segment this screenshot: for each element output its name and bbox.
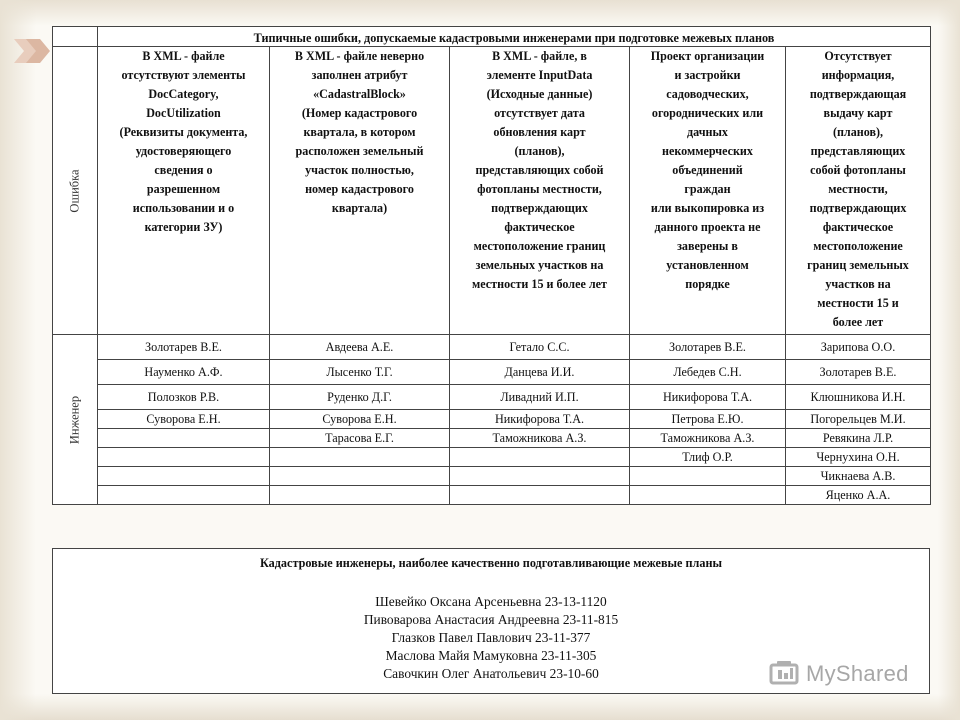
- engineer-cell: Суворова Е.Н.: [270, 410, 450, 429]
- engineer-cell: Лысенко Т.Г.: [270, 360, 450, 385]
- side-label-errors-cell: [53, 47, 98, 335]
- table-row: [53, 467, 931, 486]
- engineer-cell: Науменко А.Ф.: [98, 360, 270, 385]
- list-item: Шевейко Оксана Арсеньевна 23-13-1120: [375, 594, 607, 609]
- engineer-cell: [270, 448, 450, 467]
- list-item: Савочкин Олег Анатольевич 23-10-60: [383, 666, 599, 681]
- engineer-cell: [450, 467, 630, 486]
- engineer-cell: Никифорова Т.А.: [630, 385, 786, 410]
- engineer-cell: [270, 467, 450, 486]
- list-item: Маслова Майя Мамуковна 23-11-305: [385, 648, 597, 663]
- engineer-cell: Авдеева А.Е.: [270, 335, 450, 360]
- table-row: [53, 486, 931, 505]
- engineer-cell: Чикнаева А.В.: [786, 467, 931, 486]
- table-row: [53, 335, 931, 360]
- best-engineers-title: Кадастровые инженеры, наиболее качественно подготавливающие межевые планы: [260, 556, 722, 570]
- engineer-cell: Зарипова О.О.: [786, 335, 931, 360]
- error-text: Проект организации и застройки садоводческих, огороднических или дачных некоммерческих объединений граждан или выкопировка из данного проекта не заверены в установленном порядке: [650, 49, 765, 291]
- engineer-cell: [98, 448, 270, 467]
- side-label-engineers-cell: [53, 335, 98, 505]
- table-row: [53, 385, 931, 410]
- error-cell: [98, 47, 270, 335]
- engineer-cell: Гетало С.С.: [450, 335, 630, 360]
- list-item: Пивоварова Анастасия Андреевна 23-11-815: [363, 612, 619, 627]
- engineer-cell: [450, 448, 630, 467]
- engineer-cell: Суворова Е.Н.: [98, 410, 270, 429]
- table-row: [53, 410, 931, 429]
- errors-row: [53, 47, 931, 335]
- engineer-cell: Лебедев С.Н.: [630, 360, 786, 385]
- engineer-cell: Руденко Д.Г.: [270, 385, 450, 410]
- error-cell: [270, 47, 450, 335]
- engineer-cell: [630, 486, 786, 505]
- error-text: В XML - файле неверно заполнен атрибут «CadastralBlock» (Номер кадастрового квартала, в котором расположен земельный участок полностью, номер кадастрового квартала): [294, 49, 425, 215]
- error-cell: [786, 47, 931, 335]
- error-cell: [630, 47, 786, 335]
- engineer-cell: [98, 486, 270, 505]
- error-text: В XML - файле отсутствуют элементы DocCategory, DocUtilization (Реквизиты документа, удостоверяющего сведения о разрешенном использовании и о категории ЗУ): [119, 49, 248, 234]
- engineer-cell: Никифорова Т.А.: [450, 410, 630, 429]
- watermark-text: MyShared: [806, 661, 909, 686]
- list-item: Глазков Павел Павлович 23-11-377: [391, 630, 591, 645]
- table-row: [53, 360, 931, 385]
- side-label-engineers: Инженер: [67, 395, 82, 444]
- presentation-icon: [768, 657, 802, 691]
- engineer-cell: Петрова Е.Ю.: [630, 410, 786, 429]
- corner-cell: [53, 27, 98, 47]
- engineer-cell: [630, 467, 786, 486]
- engineer-cell: Ревякина Л.Р.: [786, 429, 931, 448]
- engineer-cell: Таможникова А.З.: [450, 429, 630, 448]
- table-row: [53, 448, 931, 467]
- engineer-cell: Яценко А.А.: [786, 486, 931, 505]
- engineer-cell: Данцева И.И.: [450, 360, 630, 385]
- engineer-cell: Ливадний И.П.: [450, 385, 630, 410]
- watermark: [768, 655, 928, 695]
- slide-top-shade: [0, 0, 960, 26]
- engineer-cell: Тлиф О.Р.: [630, 448, 786, 467]
- engineer-cell: [270, 486, 450, 505]
- engineer-cell: Золотарев В.Е.: [786, 360, 931, 385]
- slide-bottom-shade: [0, 694, 960, 720]
- table-title: Типичные ошибки, допускаемые кадастровыми инженерами при подготовке межевых планов: [98, 27, 931, 47]
- errors-table: [52, 26, 931, 505]
- error-text: Отсутствует информация, подтверждающая выдачу карт (планов), представляющих собой фотопланы местности, подтверждающих фактическое местоположение границ земельных участков на местности 15 и более лет: [807, 49, 909, 329]
- engineer-cell: Погорельцев М.И.: [786, 410, 931, 429]
- slide-right-shade: [938, 0, 960, 720]
- engineer-cell: Золотарев В.Е.: [630, 335, 786, 360]
- engineer-cell: Тарасова Е.Г.: [270, 429, 450, 448]
- engineer-cell: Таможникова А.З.: [630, 429, 786, 448]
- engineer-cell: [98, 429, 270, 448]
- engineer-cell: [98, 467, 270, 486]
- slide-left-shade: [0, 0, 36, 720]
- engineer-cell: Чернухина О.Н.: [786, 448, 931, 467]
- error-text: В XML - файле, в элементе InputData (Исходные данные) отсутствует дата обновления карт (планов), представляющих собой фотопланы местности, подтверждающих фактическое местоположение границ земельных участков на местности 15 и более лет: [472, 49, 607, 291]
- side-label-errors: Ошибка: [67, 168, 82, 213]
- engineer-cell: Клюшникова И.Н.: [786, 385, 931, 410]
- engineer-cell: [450, 486, 630, 505]
- stacked-arrow-icon: [12, 35, 56, 67]
- error-cell: [450, 47, 630, 335]
- engineer-cell: Полозков Р.В.: [98, 385, 270, 410]
- table-row: [53, 429, 931, 448]
- engineer-cell: Золотарев В.Е.: [98, 335, 270, 360]
